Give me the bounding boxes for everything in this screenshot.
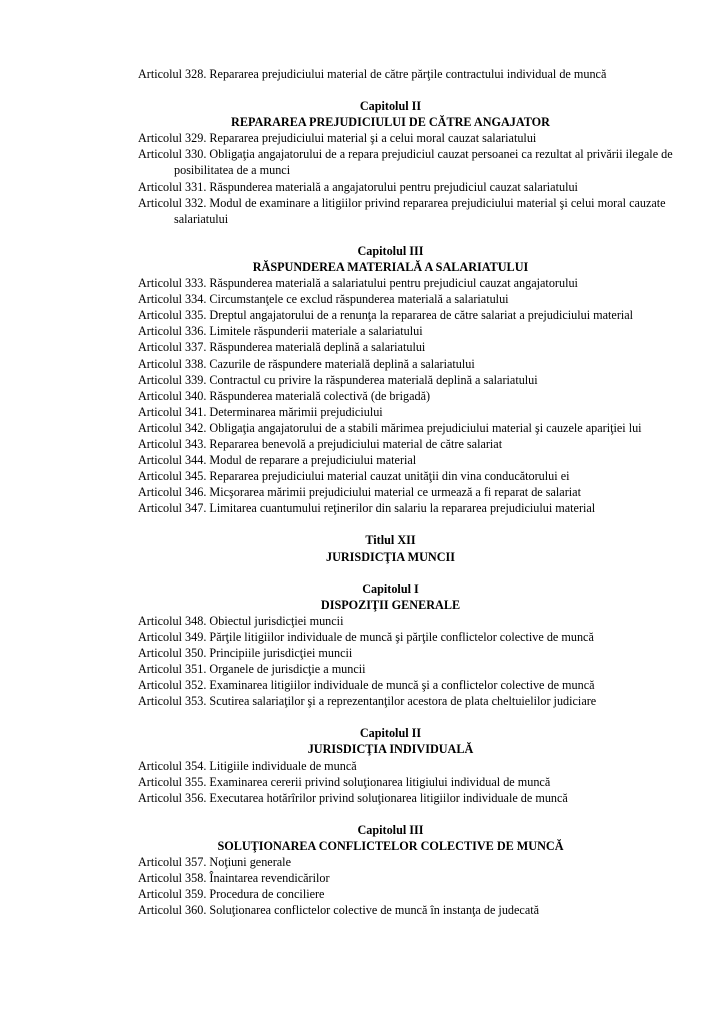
- article-line: Articolul 351. Organele de jurisdicţie a muncii: [138, 662, 366, 677]
- article-list: [138, 130, 673, 227]
- chapter-name: JURISDICŢIA INDIVIDUALĂ: [307, 742, 474, 757]
- article-line: Articolul 342. Obligaţia angajatorului de a stabili mărimea prejudiciului material şi cauzele apariţiei lui: [138, 420, 642, 435]
- article-line: Articolul 328. Repararea prejudiciului material de către părţile contractului individual de muncă: [138, 67, 607, 81]
- chapter-heading: [138, 581, 643, 613]
- article-line: Articolul 341. Determinarea mărimii prejudiciului: [138, 404, 383, 419]
- article-line: Articolul 349. Părţile litigiilor individuale de muncă şi părţile conflictelor colective de muncă: [138, 629, 594, 644]
- chapter-name: RĂSPUNDEREA MATERIALĂ A SALARIATULUI: [252, 259, 529, 274]
- article-line: Articolul 332. Modul de examinare a litigiilor privind repararea prejudiciului material şi celui moral cauzate salariatului: [138, 195, 666, 226]
- chapter-title: Capitolul III: [357, 243, 424, 258]
- article-line: Articolul 331. Răspunderea materială a angajatorului pentru prejudiciul cauzat salariatului: [138, 179, 578, 194]
- article-line: Articolul 336. Limitele răspunderii materiale a salariatului: [138, 324, 423, 339]
- article-line: Articolul 354. Litigiile individuale de muncă: [138, 758, 357, 773]
- article-line: Articolul 329. Repararea prejudiciului material şi a celui moral cauzat salariatului: [138, 131, 537, 146]
- article-list: [138, 275, 648, 516]
- chapter-heading: [138, 725, 643, 757]
- article-list-pre: [138, 66, 648, 82]
- article-line: Articolul 338. Cazurile de răspundere materială deplină a salariatului: [138, 356, 475, 371]
- chapter-title: Capitolul II: [359, 726, 422, 741]
- article-line: Articolul 358. Înaintarea revendicărilor: [138, 871, 330, 886]
- article-line: Articolul 355. Examinarea cererii privind soluţionarea litigiului individual de muncă: [138, 774, 551, 789]
- article-list: [138, 854, 648, 918]
- chapter-heading: [138, 243, 643, 275]
- chapter-title: Capitolul I: [362, 581, 419, 596]
- article-line: Articolul 333. Răspunderea materială a salariatului pentru prejudiciul cauzat angajatorului: [138, 276, 578, 291]
- chapter-name: REPARAREA PREJUDICIULUI DE CĂTRE ANGAJATOR: [231, 115, 550, 130]
- article-list: [138, 613, 648, 710]
- article-line: Articolul 360. Soluţionarea conflictelor colective de muncă în instanţa de judecată: [138, 903, 540, 918]
- title-number: Titlul XII: [365, 533, 416, 548]
- article-line: Articolul 353. Scutirea salariaţilor şi a reprezentanţilor acestora de plata cheltuielilor judiciare: [138, 694, 597, 709]
- article-line: Articolul 334. Circumstanţele ce exclud răspunderea materială a salariatului: [138, 292, 509, 307]
- chapter-name: SOLUŢIONAREA CONFLICTELOR COLECTIVE DE MUNCĂ: [217, 838, 564, 853]
- article-line: Articolul 346. Micşorarea mărimii prejudiciului material ce urmează a fi reparat de salariat: [138, 485, 581, 500]
- article-line: Articolul 347. Limitarea cuantumului reţinerilor din salariu la repararea prejudiciului material: [138, 501, 596, 516]
- article-line: Articolul 343. Repararea benevolă a prejudiciului material de către salariat: [138, 436, 503, 451]
- chapter-title: Capitolul II: [359, 99, 422, 114]
- article-line: Articolul 359. Procedura de conciliere: [138, 887, 325, 902]
- article-line: Articolul 350. Principiile jurisdicţiei muncii: [138, 646, 353, 660]
- chapter-title: Capitolul III: [357, 822, 424, 837]
- article-line: Articolul 335. Dreptul angajatorului de a renunţa la repararea de către salariat a prejudiciului material: [138, 308, 634, 323]
- article-line: Articolul 352. Examinarea litigiilor individuale de muncă şi a conflictelor colective de muncă: [138, 678, 595, 693]
- article-line: Articolul 345. Repararea prejudiciului material cauzat unităţii din vina conducătorului ei: [138, 469, 570, 484]
- article-line: Articolul 330. Obligaţia angajatorului de a repara prejudiciul cauzat persoanei ca rezultat al privării ilegale de posibilitatea de a munci: [138, 147, 673, 178]
- chapter-heading: [138, 822, 643, 854]
- article-line: Articolul 337. Răspunderea materială deplină a salariatului: [138, 340, 426, 355]
- article-line: Articolul 348. Obiectul jurisdicţiei muncii: [138, 613, 344, 628]
- title-heading: [138, 532, 643, 564]
- article-line: Articolul 356. Executarea hotărîrilor privind soluţionarea litigiilor individuale de muncă: [138, 790, 568, 805]
- article-line: Articolul 357. Noţiuni generale: [138, 855, 291, 870]
- article-line: Articolul 340. Răspunderea materială colectivă (de brigadă): [138, 388, 431, 403]
- article-line: Articolul 339. Contractul cu privire la răspunderea materială deplină a salariatului: [138, 372, 538, 387]
- chapter-heading: [138, 98, 643, 130]
- chapter-name: DISPOZIŢII GENERALE: [320, 597, 461, 612]
- title-name: JURISDICŢIA MUNCII: [325, 549, 455, 564]
- article-list: [138, 758, 648, 806]
- article-line: Articolul 344. Modul de reparare a prejudiciului material: [138, 453, 417, 468]
